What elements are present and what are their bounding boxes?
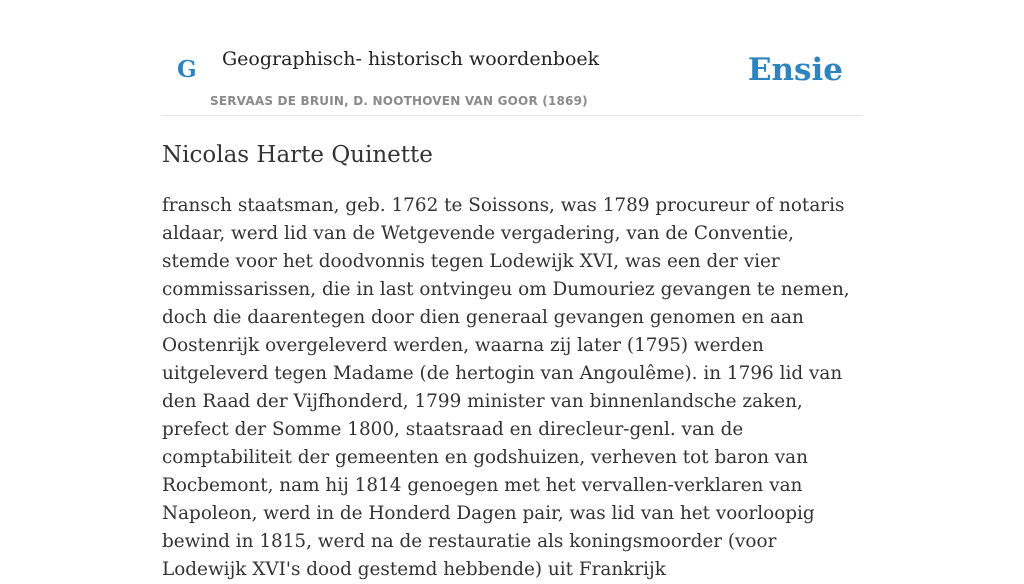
dictionary-author: SERVAAS DE BRUIN, D. NOOTHOVEN VAN GOOR (1869) xyxy=(210,94,588,108)
entry-title: Nicolas Harte Quinette xyxy=(162,142,433,168)
brand-logo-link[interactable]: Ensie xyxy=(747,52,843,88)
dictionary-title-link[interactable]: Geographisch- historisch woordenboek xyxy=(222,48,600,70)
dictionary-logo-icon[interactable]: G xyxy=(177,56,197,83)
entry-body: fransch staatsman, geb. 1762 te Soissons, was 1789 procureur of notaris aldaar, werd lid van de Wetgevende vergadering, van de Conventie, stemde voor het doodvonnis tegen Lodewijk XVI, was een der vier commissarissen, die in last ontvingeu om Dumouriez gevangen te nemen, doch die daarentegen door dien generaal gevangen genomen en aan Oostenrijk overgeleverd werden, waarna zij later (1795) werden uitgeleverd tegen Madame (de hertogin van Angoulême). in 1796 lid van den Raad der Vijfhonderd, 1799 minister van binnenlandsche zaken, prefect der Somme 1800, staatsraad en direcleur-genl. van de comptabiliteit der gemeenten en godshuizen, verheven tot baron van Rocbemont, nam hij 1814 genoegen met het vervallen-verklaren van Napoleon, werd in de Honderd Dagen pair, was lid van het voorloopig bewind in 1815, werd na de restauratie als koningsmoorder (voor Lodewijk XVI's dood gestemd hebbende) uit Frankrijk xyxy=(162,195,850,580)
dictionary-header xyxy=(162,40,862,116)
